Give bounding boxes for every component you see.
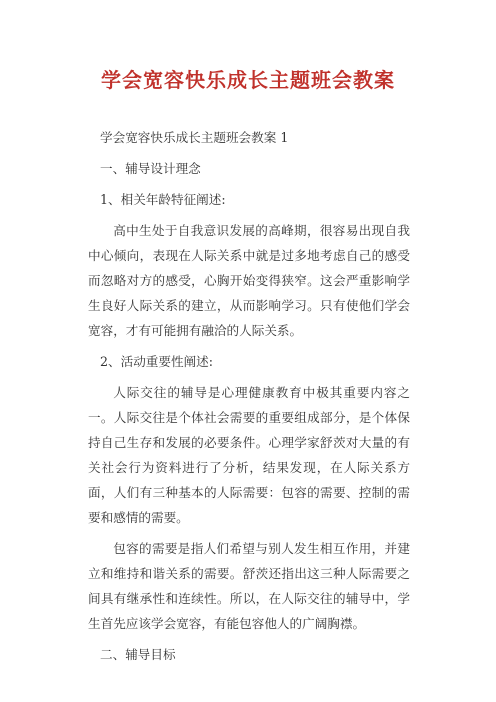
document-title: 学会宽容快乐成长主题班会教案 (101, 68, 395, 92)
paragraph-1: 高中生处于自我意识发展的高峰期，很容易出现自我中心倾向，表现在人际关系中就是过多地考虑自己的感受而忽略对方的感受，心胸开始变得狭窄。这会严重影响学生良好人际关系的建立，从而影响学习。只有使他们学会宽容，才有可能拥有融洽的人际关系。 (88, 223, 410, 338)
subsection-heading-2: 2、活动重要性阐述: (100, 354, 214, 369)
section-heading-2: 二、辅导目标 (100, 647, 176, 662)
section-heading-1: 一、辅导设计理念 (100, 161, 201, 176)
document-body (88, 122, 410, 670)
document-subtitle: 学会宽容快乐成长主题班会教案 1 (100, 130, 289, 145)
paragraph-2: 人际交往的辅导是心理健康教育中极其重要内容之一。人际交往是个体社会需要的重要组成部分，是个体保持自己生存和发展的必要条件。心理学家舒茨对大量的有关社会行为资料进行了分析，结果发现，在人际关系方面，人们有三种基本的人际需要：包容的需要、控制的需要和感情的需要。 (88, 385, 410, 525)
paragraph-3: 包容的需要是指人们希望与别人发生相互作用，并建立和维持和谐关系的需要。舒茨还指出这三种人际需要之间具有继承性和连续性。所以，在人际交往的辅导中，学生首先应该学会宽容，有能包容他人的广阔胸襟。 (88, 541, 410, 631)
subsection-heading-1: 1、相关年龄特征阐述: (100, 192, 226, 207)
